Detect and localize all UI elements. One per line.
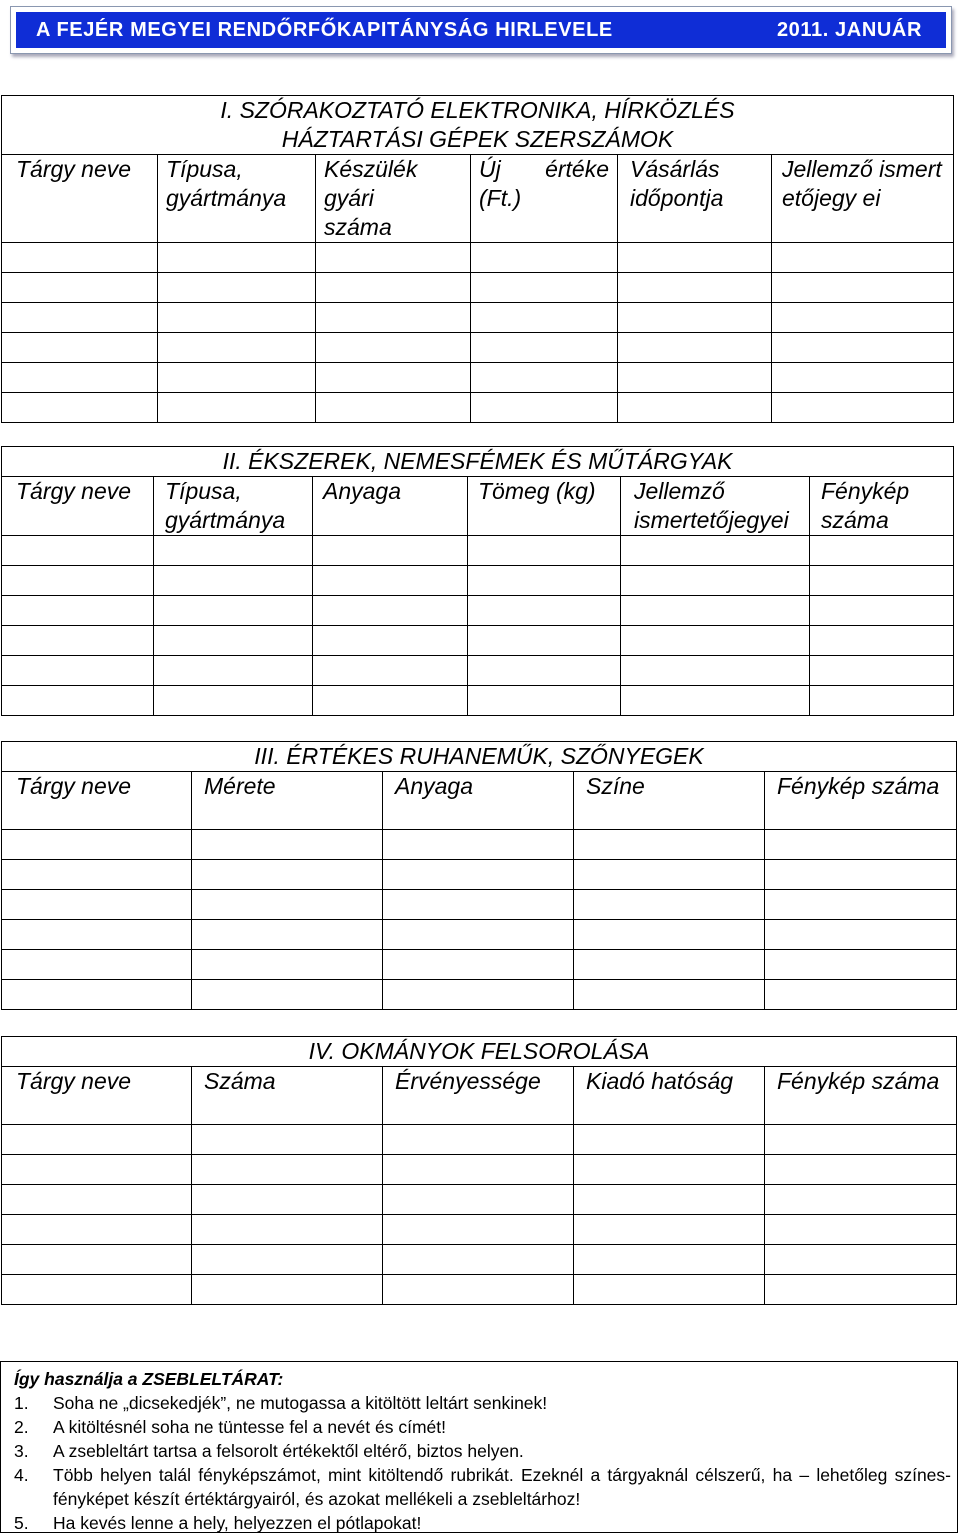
col-header: Új értéke (Ft.) xyxy=(471,155,618,243)
table-cell[interactable] xyxy=(618,363,772,393)
table-cell[interactable] xyxy=(574,950,765,980)
table-cell[interactable] xyxy=(574,1185,765,1215)
col-header: Vásárlás időpontja xyxy=(618,155,772,243)
table-cell[interactable] xyxy=(158,363,316,393)
table-cell[interactable] xyxy=(383,1155,574,1185)
table-cell[interactable] xyxy=(316,303,471,333)
table-cell[interactable] xyxy=(2,273,158,303)
table-cell[interactable] xyxy=(2,1275,192,1305)
table-cell[interactable] xyxy=(2,1215,192,1245)
section-4-header-row xyxy=(2,1067,957,1125)
table-cell[interactable] xyxy=(2,686,154,716)
section-1-title-line1: I. SZÓRAKOZTATÓ ELEKTRONIKA, HÍRKÖZLÉS xyxy=(220,97,735,123)
table-cell[interactable] xyxy=(2,1185,192,1215)
table-cell[interactable] xyxy=(383,830,574,860)
table-cell[interactable] xyxy=(2,920,192,950)
table-row xyxy=(2,243,954,273)
list-item xyxy=(14,1391,951,1415)
table-row xyxy=(2,273,954,303)
table-row xyxy=(2,566,954,596)
list-item xyxy=(14,1415,951,1439)
table-cell[interactable] xyxy=(192,860,383,890)
col-header: Színe xyxy=(574,772,765,830)
table-cell[interactable] xyxy=(618,393,772,423)
table-cell[interactable] xyxy=(621,596,810,626)
col-header: Típusa, gyártmánya xyxy=(154,477,313,536)
table-cell[interactable] xyxy=(192,890,383,920)
table-cell[interactable] xyxy=(765,1245,957,1275)
item-number: 1. xyxy=(14,1393,29,1413)
table-cell[interactable] xyxy=(158,243,316,273)
table-cell[interactable] xyxy=(2,950,192,980)
table-cell[interactable] xyxy=(468,626,621,656)
table-cell[interactable] xyxy=(2,596,154,626)
section-2-table xyxy=(1,446,954,716)
table-cell[interactable] xyxy=(158,303,316,333)
section-1-header-row xyxy=(2,155,954,243)
table-cell[interactable] xyxy=(383,1215,574,1245)
table-cell[interactable] xyxy=(772,273,954,303)
table-cell[interactable] xyxy=(621,656,810,686)
col-header: Mérete xyxy=(192,772,383,830)
col-header: Tömeg (kg) xyxy=(468,477,621,536)
table-cell[interactable] xyxy=(2,536,154,566)
table-cell[interactable] xyxy=(316,273,471,303)
table-cell[interactable] xyxy=(192,1275,383,1305)
col-header: Jellemző ismertetőjegy ei xyxy=(772,155,954,243)
table-row xyxy=(2,1155,957,1185)
section-4-table xyxy=(1,1036,957,1305)
col-header: Tárgy neve xyxy=(2,772,192,830)
table-row xyxy=(2,1125,957,1155)
list-item xyxy=(14,1511,951,1535)
banner-title: A FEJÉR MEGYEI RENDŐRFŐKAPITÁNYSÁG HIRLEVELE xyxy=(36,18,613,41)
table-row xyxy=(2,1245,957,1275)
table-cell[interactable] xyxy=(383,860,574,890)
table-row xyxy=(2,303,954,333)
table-cell[interactable] xyxy=(810,596,954,626)
table-cell[interactable] xyxy=(765,1185,957,1215)
list-item xyxy=(14,1463,951,1511)
table-cell[interactable] xyxy=(313,656,468,686)
col-header: Tárgy neve xyxy=(2,155,158,243)
table-cell[interactable] xyxy=(765,830,957,860)
table-cell[interactable] xyxy=(471,393,618,423)
col-header: Tárgy neve xyxy=(2,477,154,536)
table-cell[interactable] xyxy=(192,830,383,860)
table-cell[interactable] xyxy=(618,303,772,333)
table-cell[interactable] xyxy=(383,980,574,1010)
col-header: Jellemző ismertetőjegyei xyxy=(621,477,810,536)
table-cell[interactable] xyxy=(621,626,810,656)
table-cell[interactable] xyxy=(765,1215,957,1245)
table-cell[interactable] xyxy=(772,393,954,423)
table-cell[interactable] xyxy=(158,273,316,303)
table-row xyxy=(2,950,957,980)
table-cell[interactable] xyxy=(765,920,957,950)
table-cell[interactable] xyxy=(618,243,772,273)
table-cell[interactable] xyxy=(154,596,313,626)
table-cell[interactable] xyxy=(313,536,468,566)
table-cell[interactable] xyxy=(468,536,621,566)
table-row xyxy=(2,393,954,423)
table-cell[interactable] xyxy=(313,566,468,596)
section-1-title-line2: HÁZTARTÁSI GÉPEK SZERSZÁMOK xyxy=(281,126,674,152)
newsletter-banner xyxy=(10,6,952,54)
table-cell[interactable] xyxy=(2,1155,192,1185)
table-cell[interactable] xyxy=(383,950,574,980)
section-1-table xyxy=(1,95,954,423)
col-header: Típusa, gyártmánya xyxy=(158,155,316,243)
table-cell[interactable] xyxy=(765,1155,957,1185)
table-cell[interactable] xyxy=(765,890,957,920)
table-cell[interactable] xyxy=(765,1275,957,1305)
col-header: Anyaga xyxy=(383,772,574,830)
table-cell[interactable] xyxy=(2,656,154,686)
table-cell[interactable] xyxy=(471,243,618,273)
table-cell[interactable] xyxy=(765,860,957,890)
table-cell[interactable] xyxy=(772,243,954,273)
table-row xyxy=(2,1185,957,1215)
table-row xyxy=(2,1215,957,1245)
table-cell[interactable] xyxy=(192,1215,383,1245)
table-cell[interactable] xyxy=(383,1185,574,1215)
table-cell[interactable] xyxy=(2,980,192,1010)
table-cell[interactable] xyxy=(316,243,471,273)
table-cell[interactable] xyxy=(468,566,621,596)
table-cell[interactable] xyxy=(154,626,313,656)
col-header: Fénykép száma xyxy=(810,477,954,536)
table-cell[interactable] xyxy=(2,626,154,656)
table-cell[interactable] xyxy=(154,686,313,716)
table-cell[interactable] xyxy=(810,686,954,716)
table-cell[interactable] xyxy=(574,1275,765,1305)
table-cell[interactable] xyxy=(383,890,574,920)
table-cell[interactable] xyxy=(621,536,810,566)
table-cell[interactable] xyxy=(2,566,154,596)
item-number: 4. xyxy=(14,1465,29,1485)
item-number: 5. xyxy=(14,1513,29,1533)
table-cell[interactable] xyxy=(574,1155,765,1185)
banner-bar xyxy=(16,12,946,48)
table-cell[interactable] xyxy=(810,656,954,686)
section-3-table xyxy=(1,741,957,1010)
table-cell[interactable] xyxy=(2,363,158,393)
table-cell[interactable] xyxy=(471,303,618,333)
table-cell[interactable] xyxy=(772,333,954,363)
section-3-title: III. ÉRTÉKES RUHANEMŰK, SZŐNYEGEK xyxy=(2,742,957,772)
table-cell[interactable] xyxy=(192,1245,383,1275)
item-text: Több helyen talál fényképszámot, mint kitöltendő rubrikát. Ezeknél a tárgyaknál célszerű, ha – lehetőleg színes- fényképet készít értéktárgyairól, és azokat mellékeli a zsebleltárhoz! xyxy=(53,1465,951,1509)
col-header: Anyaga xyxy=(313,477,468,536)
item-text: Soha ne „dicsekedjék”, ne mutogassa a kitöltött leltárt senkinek! xyxy=(53,1393,548,1413)
table-cell[interactable] xyxy=(192,920,383,950)
item-text: A kitöltésnél soha ne tüntesse fel a nevét és címét! xyxy=(53,1417,447,1437)
table-row xyxy=(2,920,957,950)
table-cell[interactable] xyxy=(574,920,765,950)
table-cell[interactable] xyxy=(192,950,383,980)
table-row xyxy=(2,596,954,626)
table-cell[interactable] xyxy=(316,333,471,363)
table-cell[interactable] xyxy=(313,686,468,716)
table-cell[interactable] xyxy=(316,363,471,393)
table-row xyxy=(2,626,954,656)
table-cell[interactable] xyxy=(471,363,618,393)
table-cell[interactable] xyxy=(471,333,618,363)
col-header: Fénykép száma xyxy=(765,772,957,830)
table-cell[interactable] xyxy=(574,860,765,890)
table-cell[interactable] xyxy=(192,1185,383,1215)
table-cell[interactable] xyxy=(765,980,957,1010)
instructions-box xyxy=(0,1361,958,1533)
table-cell[interactable] xyxy=(2,1125,192,1155)
table-cell[interactable] xyxy=(383,920,574,950)
table-cell[interactable] xyxy=(765,950,957,980)
table-cell[interactable] xyxy=(618,273,772,303)
table-cell[interactable] xyxy=(313,596,468,626)
table-cell[interactable] xyxy=(2,890,192,920)
col-header: Száma xyxy=(192,1067,383,1125)
table-cell[interactable] xyxy=(574,1215,765,1245)
table-cell[interactable] xyxy=(574,830,765,860)
table-cell[interactable] xyxy=(316,393,471,423)
table-cell[interactable] xyxy=(574,980,765,1010)
col-header: Érvényessége xyxy=(383,1067,574,1125)
table-cell[interactable] xyxy=(574,1125,765,1155)
banner-date: 2011. JANUÁR xyxy=(776,18,922,41)
table-cell[interactable] xyxy=(192,980,383,1010)
instructions-list xyxy=(14,1391,951,1535)
table-row xyxy=(2,686,954,716)
table-cell[interactable] xyxy=(2,860,192,890)
item-number: 2. xyxy=(14,1417,29,1437)
table-row xyxy=(2,536,954,566)
table-cell[interactable] xyxy=(765,1125,957,1155)
table-cell[interactable] xyxy=(810,566,954,596)
table-cell[interactable] xyxy=(621,686,810,716)
table-row xyxy=(2,830,957,860)
table-row xyxy=(2,363,954,393)
table-row xyxy=(2,860,957,890)
table-cell[interactable] xyxy=(192,1125,383,1155)
table-cell[interactable] xyxy=(154,566,313,596)
table-cell[interactable] xyxy=(154,656,313,686)
table-cell[interactable] xyxy=(383,1125,574,1155)
table-cell[interactable] xyxy=(618,333,772,363)
table-cell[interactable] xyxy=(158,393,316,423)
col-header: Tárgy neve xyxy=(2,1067,192,1125)
table-cell[interactable] xyxy=(468,686,621,716)
table-cell[interactable] xyxy=(2,1245,192,1275)
table-cell[interactable] xyxy=(772,303,954,333)
section-4-title: IV. OKMÁNYOK FELSOROLÁSA xyxy=(2,1037,957,1067)
table-cell[interactable] xyxy=(810,626,954,656)
table-cell[interactable] xyxy=(2,393,158,423)
table-cell[interactable] xyxy=(772,363,954,393)
table-cell[interactable] xyxy=(2,830,192,860)
table-cell[interactable] xyxy=(810,536,954,566)
table-cell[interactable] xyxy=(2,303,158,333)
table-cell[interactable] xyxy=(2,333,158,363)
table-cell[interactable] xyxy=(383,1245,574,1275)
section-2-title: II. ÉKSZEREK, NEMESFÉMEK ÉS MŰTÁRGYAK xyxy=(2,447,954,477)
table-cell[interactable] xyxy=(154,536,313,566)
table-cell[interactable] xyxy=(158,333,316,363)
table-cell[interactable] xyxy=(313,626,468,656)
table-cell[interactable] xyxy=(574,890,765,920)
table-cell[interactable] xyxy=(621,566,810,596)
table-cell[interactable] xyxy=(192,1155,383,1185)
section-2-header-row xyxy=(2,477,954,536)
list-item xyxy=(14,1439,951,1463)
table-cell[interactable] xyxy=(471,273,618,303)
item-number: 3. xyxy=(14,1441,29,1461)
section-1-title xyxy=(2,96,954,155)
instructions-heading: Így használja a ZSEBLELTÁRAT: xyxy=(14,1369,284,1389)
col-header: Készülék gyári száma xyxy=(316,155,471,243)
table-row xyxy=(2,333,954,363)
section-3-header-row xyxy=(2,772,957,830)
table-row xyxy=(2,980,957,1010)
table-row xyxy=(2,656,954,686)
table-row xyxy=(2,890,957,920)
item-text: A zsebleltárt tartsa a felsorolt értékektől eltérő, biztos helyen. xyxy=(53,1441,524,1461)
col-header: Kiadó hatóság xyxy=(574,1067,765,1125)
table-cell[interactable] xyxy=(383,1275,574,1305)
table-cell[interactable] xyxy=(574,1245,765,1275)
table-cell[interactable] xyxy=(468,656,621,686)
table-cell[interactable] xyxy=(468,596,621,626)
col-header: Fénykép száma xyxy=(765,1067,957,1125)
item-text: Ha kevés lenne a hely, helyezzen el pótlapokat! xyxy=(53,1513,422,1533)
table-cell[interactable] xyxy=(2,243,158,273)
table-row xyxy=(2,1275,957,1305)
